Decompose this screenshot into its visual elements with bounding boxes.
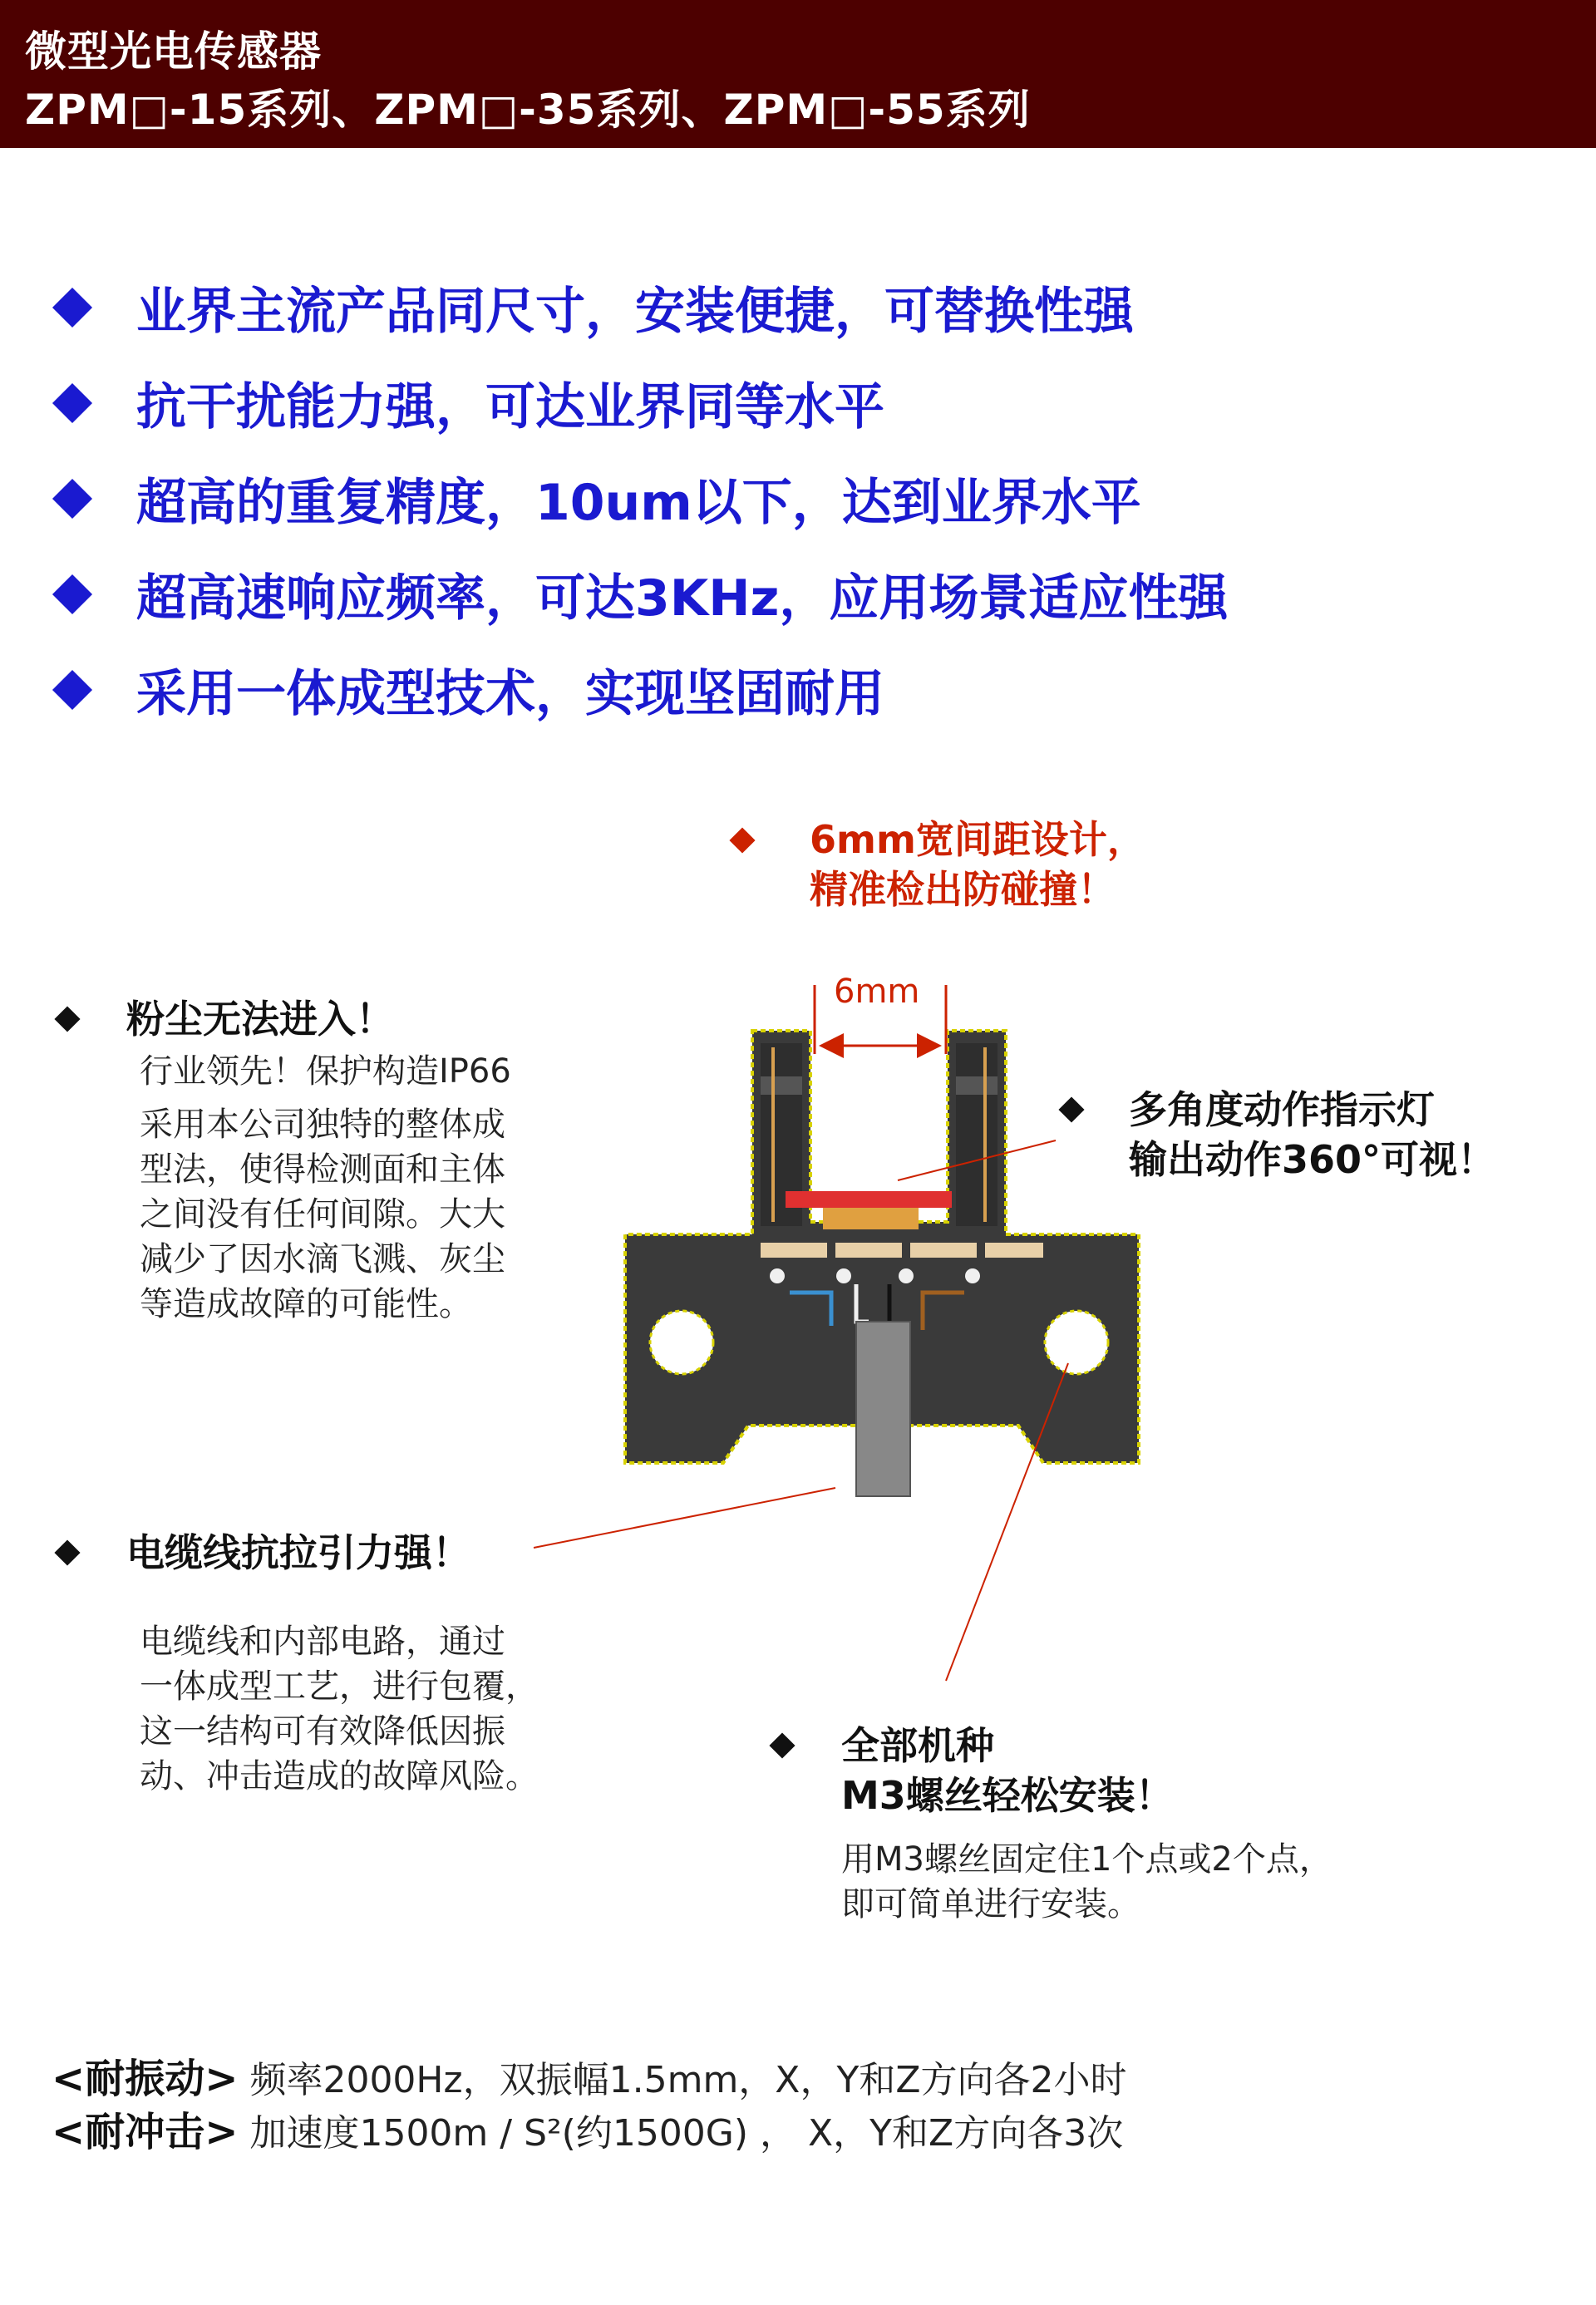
cable-strength-block: 电缆线抗拉引力强！ 电缆线和内部电路，通过 一体成型工艺，进行包覆， 这一结构可有效降低因振 动、冲击造成的故障风险。 [52, 1528, 539, 1799]
pcb-via [836, 1268, 851, 1283]
diamond-bullet-icon [1058, 1096, 1084, 1122]
pcb-via [899, 1268, 914, 1283]
diamond-bullet-icon [54, 1539, 80, 1565]
feature-item: 业界主流产品同尺寸，安装便捷，可替换性强 [50, 259, 1228, 355]
cable-description: 电缆线和内部电路，通过 一体成型工艺，进行包覆， 这一结构可有效降低因振 动、冲击造成的故障风险。 [140, 1623, 539, 1795]
right-arm-inner [956, 1043, 998, 1226]
cable [856, 1322, 910, 1496]
indicator-block: 多角度动作指示灯 输出动作360°可视！ [1056, 1085, 1495, 1185]
pcb-pad [910, 1243, 977, 1258]
feature-item: 抗干扰能力强，可达业界同等水平 [50, 355, 1228, 451]
shock-spec: <耐冲击> 加速度1500m / S²(约1500G) ， X，Y和Z方向各3次 [52, 2109, 1124, 2155]
diamond-bullet-icon [769, 1732, 795, 1758]
pcb-pad [835, 1243, 902, 1258]
dust-proof-block: 粉尘无法进入！ 行业领先！保护构造IP66 采用本公司独特的整体成 型法，使得检测面和主体 之间没有任何间隙。大大 减少了因水滴飞溅、灰尘 等造成故障的可能性。 [52, 994, 511, 1327]
feature-item: 超高的重复精度，10um以下，达到业界水平 [50, 451, 1228, 546]
pcb-via [965, 1268, 980, 1283]
diamond-bullet-icon [54, 1006, 80, 1032]
wide-gap-callout: 6mm宽间距设计， 精准检出防碰撞！ [733, 815, 1145, 914]
feature-item: 采用一体成型技术，实现坚固耐用 [50, 642, 1228, 737]
mounting-hole-right [1045, 1311, 1108, 1374]
m3-mount-block: 全部机种 M3螺丝轻松安装！ 用M3螺丝固定住1个点或2个点， 即可简单进行安装。 [766, 1721, 1332, 1927]
feature-item: 超高速响应频率，可达3KHz，应用场景适应性强 [50, 546, 1228, 642]
series-subtitle: ZPM□-15系列、ZPM□-35系列、ZPM□-55系列 [25, 86, 1031, 134]
pcb-strip [823, 1208, 919, 1229]
page-title: 微型光电传感器 [25, 27, 322, 76]
pcb-pad [985, 1243, 1043, 1258]
mounting-hole-left [650, 1311, 713, 1374]
pcb-pad [761, 1243, 827, 1258]
pcb-via [770, 1268, 785, 1283]
left-arm-band [761, 1076, 802, 1095]
vibration-spec: <耐振动> 频率2000Hz，双振幅1.5mm，X，Y和Z方向各2小时 [52, 2056, 1127, 2102]
indicator-led [786, 1191, 952, 1208]
right-arm-band [956, 1076, 998, 1095]
gap-label: 6mm [834, 973, 920, 1011]
leader-cable [534, 1488, 835, 1548]
mount-description: 用M3螺丝固定住1个点或2个点， 即可简单进行安装。 [841, 1840, 1332, 1923]
dust-description: 采用本公司独特的整体成 型法，使得检测面和主体 之间没有任何间隙。大大 减少了因水滴飞溅、灰尘 等造成故障的可能性。 [140, 1106, 505, 1323]
